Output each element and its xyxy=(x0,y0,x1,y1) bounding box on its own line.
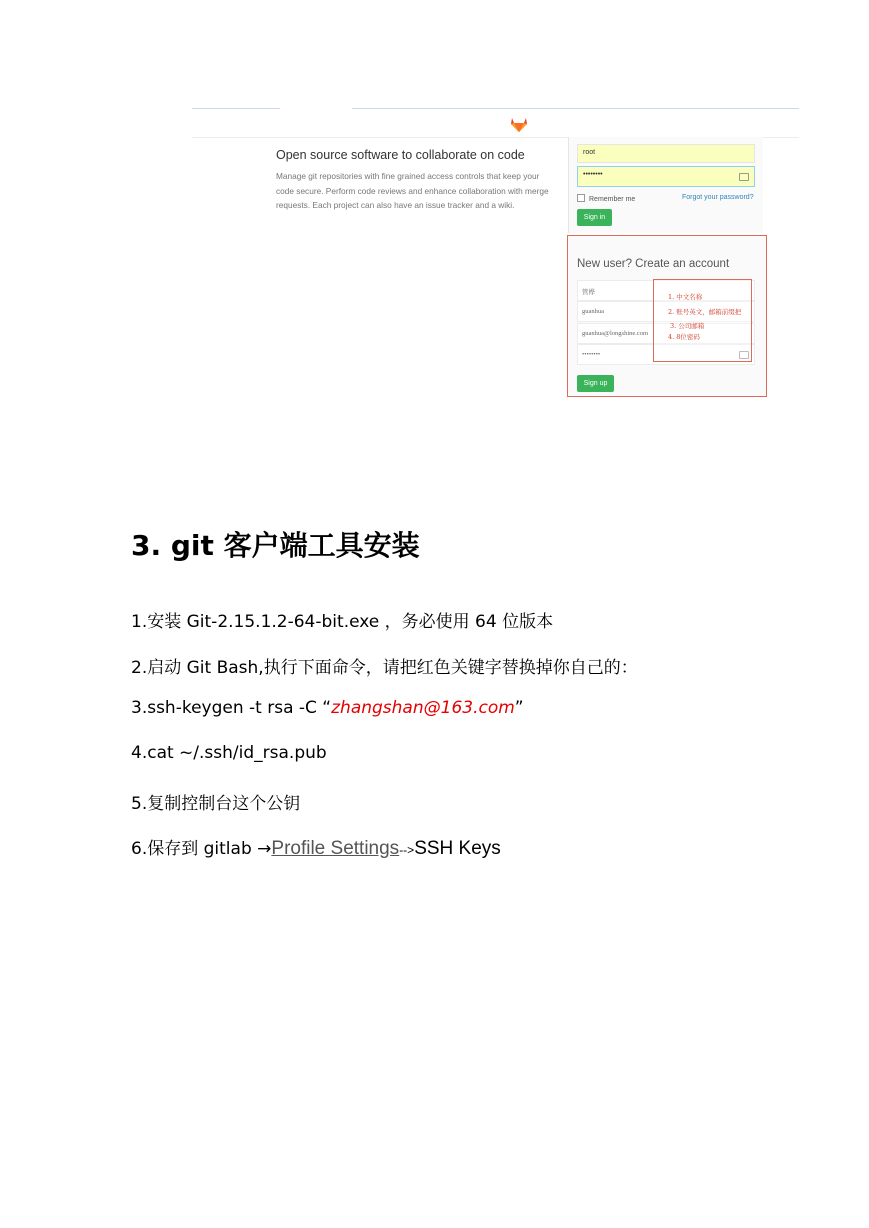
annotation-line: 4. 8位密码 xyxy=(668,333,700,341)
forgot-password-link[interactable]: Forgot your password? xyxy=(682,194,754,201)
signup-panel xyxy=(567,235,767,397)
password-value: •••••••• xyxy=(583,171,603,178)
annotation-line: 2. 账号英文，邮箱前缀把 xyxy=(668,308,742,316)
step-4: 4.cat ~/.ssh/id_rsa.pub xyxy=(131,743,327,763)
top-divider-right xyxy=(352,108,799,109)
top-divider-left xyxy=(192,108,280,109)
arrow-text: --> xyxy=(399,843,415,857)
signup-name-field[interactable]: 管桦 xyxy=(577,280,755,301)
signup-username-field[interactable]: guanhua xyxy=(577,301,755,322)
ssh-keys-text: SSH Keys xyxy=(414,838,501,859)
password-field[interactable] xyxy=(577,166,755,187)
step-5: 5.复制控制台这个公钥 xyxy=(131,794,301,814)
step-2: 2.启动 Git Bash,执行下面命令，请把红色关键字替换掉你自己的： xyxy=(131,658,638,678)
gitlab-fox-icon xyxy=(509,114,529,134)
remember-me-label: Remember me xyxy=(589,196,636,203)
step-3 xyxy=(131,698,524,718)
annotation-line: 1. 中文名称 xyxy=(668,293,703,301)
step-6 xyxy=(131,834,501,860)
signup-email-field[interactable]: guanhua@longshine.com xyxy=(577,323,755,344)
step-3-email: zhangshan@163.com xyxy=(331,698,515,718)
intro-title: Open source software to collaborate on code xyxy=(276,148,525,162)
keyboard-icon xyxy=(739,173,749,181)
step-6-text: 6.保存到 gitlab xyxy=(131,839,258,859)
signup-title: New user? Create an account xyxy=(577,258,730,270)
checkbox-icon xyxy=(577,194,585,202)
section-heading: 3. git 客户端工具安装 xyxy=(131,529,420,562)
intro-description: Manage git repositories with fine grained access controls that keep your code secure. Perform code reviews and enhance collaboration with merge requests. Each project can also have an issue tracker and a wiki. xyxy=(276,171,549,210)
step-1: 1.安装 Git-2.15.1.2-64-bit.exe ，务必使用 64 位版本 xyxy=(131,612,554,632)
remember-me-checkbox[interactable] xyxy=(577,194,635,203)
username-field[interactable]: root xyxy=(577,144,755,163)
gitlab-screenshot xyxy=(192,100,799,398)
signin-panel xyxy=(568,137,763,233)
right-arrow-icon: → xyxy=(257,839,272,859)
signup-password-value: •••••••• xyxy=(582,351,601,358)
step-3-command: 3.ssh-keygen -t rsa -C “ xyxy=(131,698,332,718)
step-3-quote: ” xyxy=(514,698,524,718)
annotation-box xyxy=(653,279,752,362)
signin-button[interactable]: Sign in xyxy=(577,209,612,226)
profile-settings-link: Profile Settings xyxy=(271,838,400,859)
annotation-line: 3. 公司邮箱 xyxy=(670,322,705,330)
signup-button[interactable]: Sign up xyxy=(577,375,614,392)
